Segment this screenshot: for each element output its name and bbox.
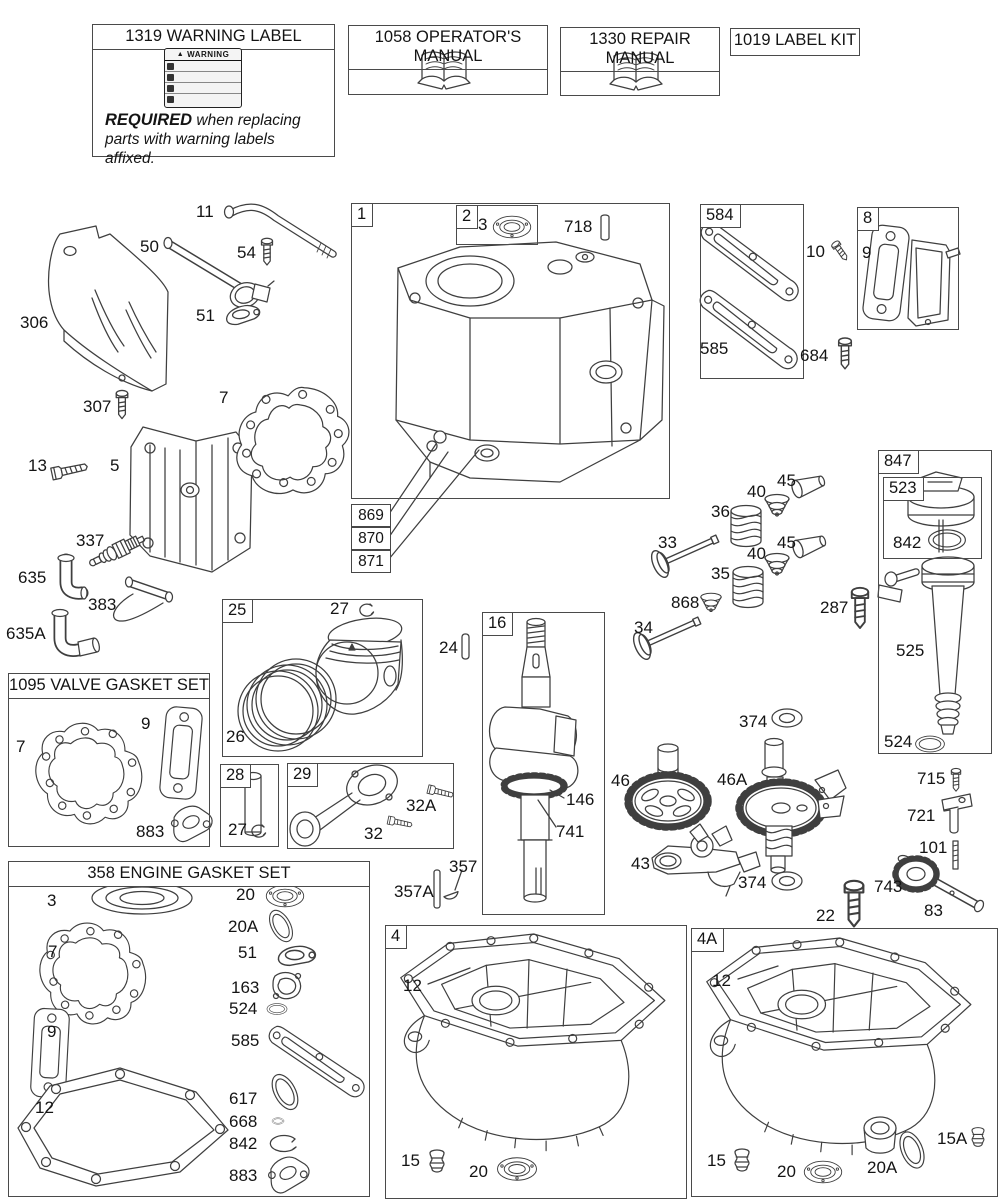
repair-manual-title: 1330 REPAIR MANUAL (561, 28, 719, 72)
callout-15: 15 (707, 1151, 726, 1170)
box-1 (351, 203, 670, 499)
callout-668: 668 (229, 1112, 258, 1131)
callout-842: 842 (229, 1134, 258, 1153)
part-36-spring (731, 506, 761, 547)
callout-307: 307 (83, 397, 112, 416)
part-40-retainer (765, 554, 789, 576)
callout-842: 842 (893, 533, 922, 552)
callout-20a: 20A (228, 917, 259, 936)
box-847-tag: 847 (879, 451, 919, 474)
callout-35: 35 (711, 564, 730, 583)
sticker-pictogram-icon (167, 96, 174, 103)
callout-54: 54 (237, 243, 256, 262)
box-4a-tag: 4A (692, 929, 724, 952)
valve-gasket-set-box (8, 673, 210, 847)
warning-sticker-word: WARNING (187, 50, 230, 59)
callout-7: 7 (16, 737, 26, 756)
box-1-tag: 1 (352, 204, 373, 227)
callout-287: 287 (820, 598, 849, 617)
callout-27: 27 (330, 599, 349, 618)
warning-label-title: 1319 WARNING LABEL (93, 25, 334, 50)
callout-32a: 32A (406, 796, 437, 815)
callout-870: 870 (351, 527, 391, 550)
part-5-drawing (130, 427, 252, 572)
callout-26: 26 (226, 727, 245, 746)
box-584-tag: 584 (701, 205, 741, 228)
callout-3: 3 (47, 891, 57, 910)
part-287-bolt (852, 588, 869, 628)
valve-gasket-set-title: 1095 VALVE GASKET SET (9, 674, 209, 699)
callout-9: 9 (141, 714, 151, 733)
callout-51: 51 (238, 943, 257, 962)
callout-7: 7 (48, 942, 58, 961)
callout-306: 306 (20, 313, 49, 332)
operators-manual-title: 1058 OPERATOR'S MANUAL (349, 26, 547, 70)
callout-524: 524 (229, 999, 258, 1018)
box-29-tag: 29 (288, 764, 318, 787)
engine-gasket-set-box (8, 861, 370, 1197)
callout-684: 684 (800, 346, 829, 365)
callout-45: 45 (777, 471, 796, 490)
callout-36: 36 (711, 502, 730, 521)
callout-743: 743 (874, 877, 903, 896)
callout-5: 5 (110, 456, 120, 475)
callout-51: 51 (196, 306, 215, 325)
sticker-pictogram-icon (167, 63, 174, 70)
part-715-screw (951, 768, 960, 791)
callout-869: 869 (351, 504, 391, 527)
part-383-tool (114, 577, 173, 621)
callout-617: 617 (229, 1089, 258, 1108)
callout-9: 9 (862, 243, 872, 262)
callout-20: 20 (777, 1162, 796, 1181)
part-307-screw (116, 390, 128, 418)
callout-12: 12 (712, 971, 731, 990)
callout-83: 83 (924, 901, 943, 920)
box-4-tag: 4 (386, 926, 407, 949)
callout-15: 15 (401, 1151, 420, 1170)
part-684-screw (839, 338, 852, 369)
box-8-tag: 8 (858, 208, 879, 231)
callout-163: 163 (231, 978, 260, 997)
part-868-seal (701, 593, 721, 611)
part-45-tappet (791, 532, 828, 559)
callout-32: 32 (364, 824, 383, 843)
callout-34: 34 (634, 618, 653, 637)
part-24-key (462, 634, 469, 659)
callout-868: 868 (671, 593, 700, 612)
callout-20a: 20A (867, 1158, 898, 1177)
callout-13: 13 (28, 456, 47, 475)
callout-7: 7 (219, 388, 229, 407)
callout-46: 46 (611, 771, 630, 790)
callout-883: 883 (136, 822, 165, 841)
callout-357a: 357A (394, 882, 434, 901)
part-35-spring (733, 567, 763, 608)
part-721-bracket (942, 794, 972, 833)
callout-24: 24 (439, 638, 458, 657)
callout-383: 383 (88, 595, 117, 614)
sticker-pictogram-icon (167, 74, 174, 81)
box-523-tag: 523 (884, 478, 924, 501)
repair-manual-box (560, 27, 720, 96)
part-101-pin (953, 841, 958, 869)
operators-manual-box (348, 25, 548, 95)
part-374-washer (772, 872, 802, 890)
sticker-pictogram-icon (167, 85, 174, 92)
callout-11: 11 (196, 202, 214, 221)
callout-585: 585 (231, 1031, 260, 1050)
callout-635: 635 (18, 568, 47, 587)
callout-524: 524 (884, 732, 913, 751)
box-2-tag: 2 (457, 206, 478, 229)
callout-50: 50 (140, 237, 159, 256)
callout-585: 585 (700, 339, 729, 358)
part-357a-key (434, 870, 440, 908)
callout-146: 146 (566, 790, 595, 809)
callout-40: 40 (747, 482, 766, 501)
part-10-screw (831, 240, 851, 263)
callout-43: 43 (631, 854, 650, 873)
callout-46a: 46A (717, 770, 748, 789)
callout-12: 12 (35, 1098, 54, 1117)
part-635-boot (58, 555, 87, 600)
callout-718: 718 (564, 217, 593, 236)
box-4 (385, 925, 687, 1199)
part-635a-boot (52, 610, 101, 657)
warning-label-box (92, 24, 335, 167)
callout-374: 374 (739, 712, 768, 731)
callout-45: 45 (777, 533, 796, 552)
callout-741: 741 (556, 822, 585, 841)
part-54-screw (262, 238, 273, 265)
part-46-cam-gear (628, 744, 708, 827)
callout-635a: 635A (6, 624, 46, 643)
callout-883: 883 (229, 1166, 258, 1185)
label-kit-title: 1019 LABEL KIT (733, 31, 857, 49)
callout-721: 721 (907, 806, 936, 825)
warning-sticker (164, 48, 242, 108)
callout-12: 12 (403, 976, 422, 995)
callout-101: 101 (919, 838, 948, 857)
callout-871: 871 (351, 550, 391, 573)
callout-357: 357 (449, 857, 478, 876)
callout-33: 33 (658, 533, 677, 552)
engine-gasket-set-title: 358 ENGINE GASKET SET (9, 862, 369, 887)
part-50-drawing (164, 238, 274, 312)
callout-3: 3 (478, 215, 488, 234)
callout-9: 9 (47, 1022, 57, 1041)
box-4a (691, 928, 998, 1197)
part-357-woodruff-key (444, 892, 460, 901)
warning-required-note: REQUIRED when replacing parts with warning labels affixed. (105, 111, 301, 167)
callout-337: 337 (76, 531, 105, 550)
part-51-gasket (225, 304, 261, 326)
callout-715: 715 (917, 769, 946, 788)
part-374-washer (772, 709, 802, 727)
callout-20: 20 (469, 1162, 488, 1181)
label-kit-box (730, 28, 860, 56)
callout-22: 22 (816, 906, 835, 925)
box-25 (222, 599, 423, 757)
callout-374: 374 (738, 873, 767, 892)
callout-10: 10 (806, 242, 825, 261)
warning-triangle-icon: ▲ (176, 51, 185, 58)
part-22-screw (845, 881, 864, 927)
part-40-retainer (765, 495, 789, 517)
callout-15a: 15A (937, 1129, 968, 1148)
box-16-tag: 16 (483, 613, 513, 636)
box-16 (482, 612, 605, 915)
callout-525: 525 (896, 641, 925, 660)
callout-40: 40 (747, 544, 766, 563)
box-8 (857, 207, 959, 330)
box-25-tag: 25 (223, 600, 253, 623)
part-13-bolt (51, 461, 89, 480)
callout-20: 20 (236, 885, 255, 904)
callout-27: 27 (228, 820, 247, 839)
box-28-tag: 28 (221, 765, 251, 788)
box-2 (456, 205, 538, 245)
